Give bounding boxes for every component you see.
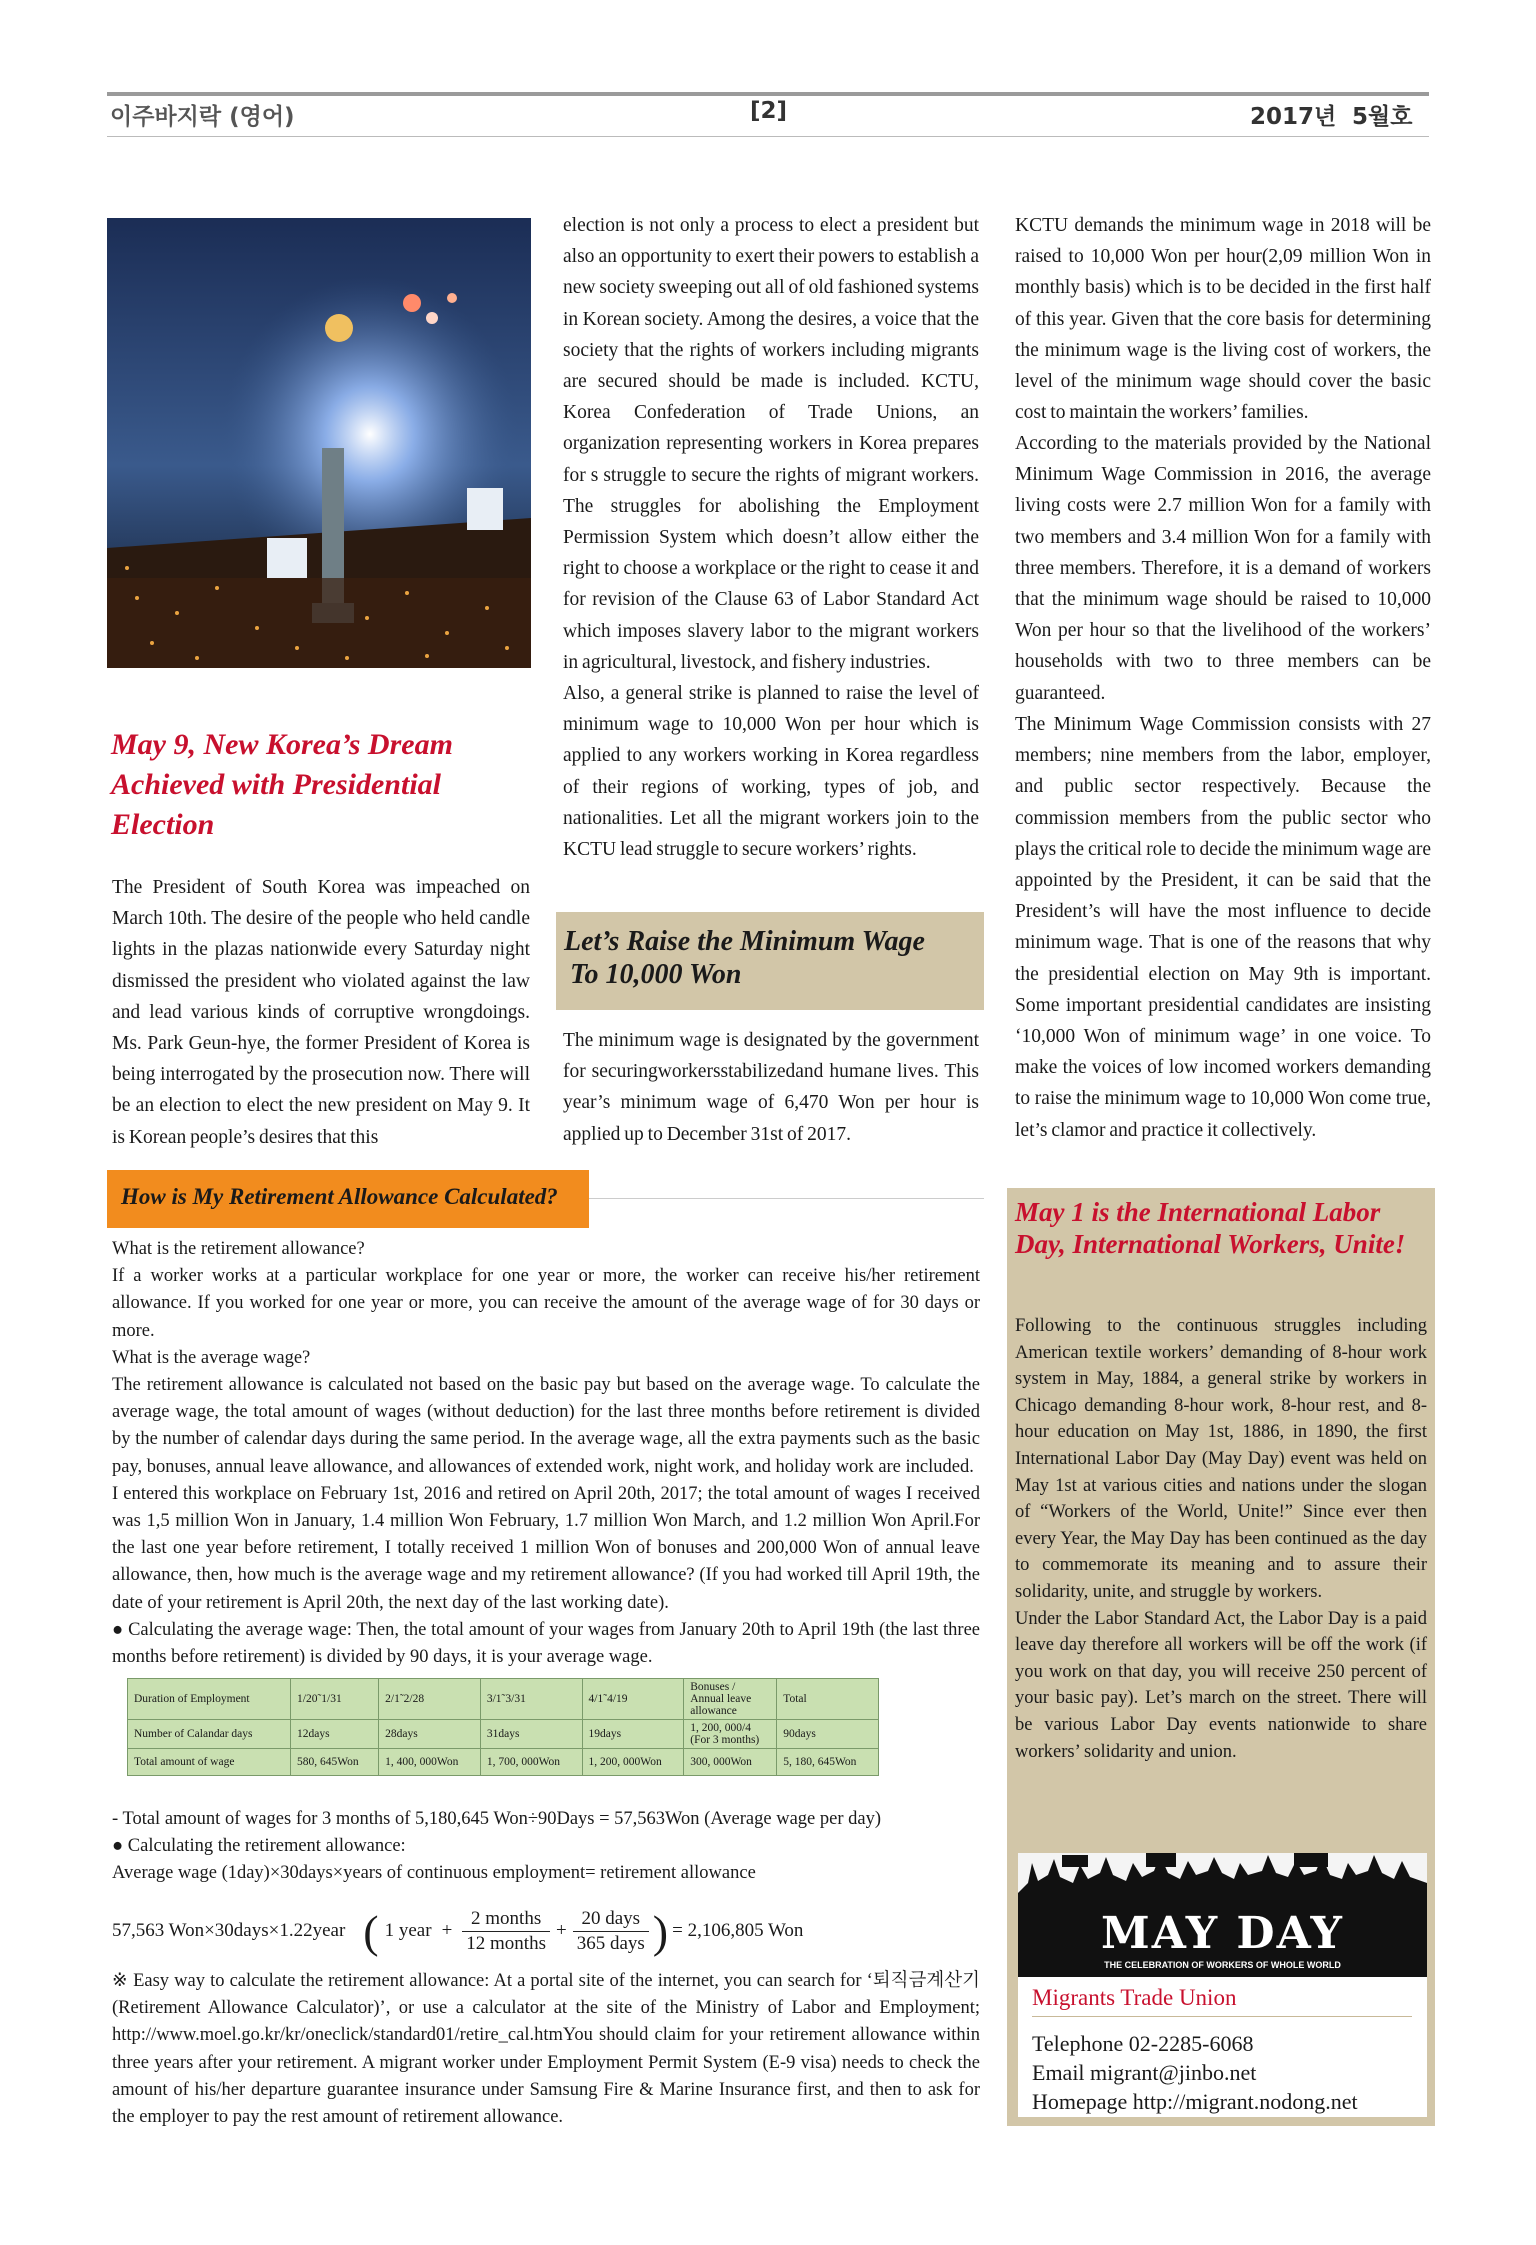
retirement-q1: What is the retirement allowance?	[112, 1239, 365, 1259]
table-cell: 19days	[582, 1720, 684, 1749]
retirement-equation	[112, 1903, 872, 1959]
contact-org: Migrants Trade Union	[1032, 1985, 1237, 2010]
retirement-calc-allowance: ● Calculating the retirement allowance:	[112, 1836, 406, 1857]
equation-open-paren: (	[363, 1905, 379, 1957]
retirement-article-title: How is My Retirement Allowance Calculated?	[121, 1184, 558, 1209]
equation-left: 57,563 Won×30days×1.22year	[112, 1920, 346, 1941]
equation-close-paren: )	[652, 1905, 669, 1957]
table-cell: 1, 200, 000Won	[582, 1749, 684, 1776]
table-cell: Number of Calandar days	[128, 1720, 291, 1749]
minimum-wage-col3b: According to the materials provided by the National Minimum Wage Commission in 2016, the average living costs were 2.7 million Won for a family with two members and 3.4 million Won for a family with three members. Therefore, it is a demand of workers that the minimum wage should be raised to 10,000 Won per hour so that the livelihood of the workers’ households with two to three members can be guaranteed.	[1015, 433, 1431, 704]
equation-fraction-days	[573, 1907, 649, 1956]
table-cell: Total amount of wage	[128, 1749, 291, 1776]
table-cell: 300, 000Won	[684, 1749, 777, 1776]
table-row	[128, 1720, 879, 1749]
equation-result: = 2,106,805 Won	[672, 1920, 804, 1941]
election-article-col2-cont: Also, a general strike is planned to raise the level of minimum wage to 10,000 Won per hour which is applied to any workers working in Korea regardless of their regions of working, types of job, and nationalities. Let all the migrant workers join to the KCTU lead struggle to secure workers’ rights.	[563, 683, 979, 861]
mayday-banner-subtitle: THE CELEBRATION OF WORKERS OF WHOLE WORLD	[1104, 1960, 1341, 1970]
mayday-body	[1015, 1313, 1427, 1765]
table-header-cell: 1/20˜1/31	[291, 1679, 379, 1720]
table-cell: 12days	[291, 1720, 379, 1749]
mayday-box	[1007, 1188, 1435, 2126]
retirement-example: I entered this workplace on February 1st, 2016 and retired on April 20th, 2017; the total amount of wages I received was 1,5 million Won in January, 1.4 million Won February, 1.7 million Won March, and 1.2 million Won April.For the last one year before retirement, I totally received 1 million Won of bonuses and 200,000 Won of annual leave allowance, then, how much is the average wage and my retirement allowance? (If you had worked till April 19th, the date of your retirement is April 20th, the next day of the last working date).	[112, 1483, 980, 1613]
table-row	[128, 1749, 879, 1776]
table-header-cell: 4/1˜4/19	[582, 1679, 684, 1720]
table-cell: 1, 400, 000Won	[379, 1749, 481, 1776]
minimum-wage-title-line2: To 10,000 Won	[570, 959, 742, 990]
contact-email[interactable]: Email migrant@jinbo.net	[1032, 2060, 1257, 2085]
candlelight-rally-photo	[107, 218, 531, 668]
mayday-paragraph-2: Under the Labor Standard Act, the Labor Day is a paid leave day therefore all workers will be off the work (if you work on that day, you will receive 250 percent of your basic pay). Let’s march on the street. There will be various Labor Day events nationwide to share workers’ solidarity and union.	[1015, 1608, 1427, 1762]
equation-fraction-months	[462, 1907, 550, 1956]
contact-card	[1018, 1977, 1427, 2117]
fraction-numerator: 20 days	[573, 1907, 649, 1932]
minimum-wage-col3a: KCTU demands the minimum wage in 2018 will be raised to 10,000 Won per hour(2,09 million Won in monthly basis) which is to be decided in the first half of this year. Given that the core basis for determining the minimum wage is the living cost of workers, the level of the minimum wage should cover the basic cost to maintain the workers’ families.	[1015, 215, 1431, 424]
retirement-title-box	[107, 1170, 589, 1228]
table-cell: 580, 645Won	[291, 1749, 379, 1776]
retirement-calc-section	[112, 1806, 980, 1888]
table-header-cell: Total	[777, 1679, 879, 1720]
election-article-col1: The President of South Korea was impeached on March 10th. The desire of the people who held candle lights in the plazas nationwide every Saturday night dismissed the president who violated against the law and lead various kinds of corruptive wrongdoings. Ms. Park Geun-hye, the former President of Korea is being interrogated by the prosecution now. There will be an election to elect the new president on May 9. It is Korean people’s desires that this	[112, 877, 530, 1148]
table-cell: 90days	[777, 1720, 879, 1749]
table-header-cell: 3/1˜3/31	[480, 1679, 582, 1720]
table-cell: 1, 700, 000Won	[480, 1749, 582, 1776]
mayday-title: May 1 is the International Labor Day, International Workers, Unite!	[1015, 1197, 1406, 1259]
mayday-paragraph-1: Following to the continuous struggles including American textile workers’ demanding of 8-hour work system in May, 1884, a general strike by workers in Chicago demanding 8-hour work, 8-hour rest, and 8-hour education on May 1st, 1886, in 1890, the first International Labor Day (May Day) event was held on May 1st at various cities and nations under the slogan of “Workers of the World, Unite!” Since ever then every Year, the May Day has been continued as the day to commemorate its meaning and to assure their solidarity, unite, and struggle by workers.	[1015, 1316, 1427, 1602]
contact-telephone: Telephone 02-2285-6068	[1032, 2031, 1254, 2056]
retirement-formula: Average wage (1day)×30days×years of continuous employment= retirement allowance	[112, 1863, 756, 1884]
equation-year: 1 year	[384, 1920, 432, 1941]
issue-month: 5월호	[1352, 104, 1413, 130]
minimum-wage-col3c: The Minimum Wage Commission consists with 27 members; nine members from the labor, employer, and public sector respectively. Because the commission members from the public sector who plays the critical role to decide the minimum wage are appointed by the President, it can be said that the President’s will have the most influence to decide minimum wage. That is one of the reasons that why the presidential election on May 9th is important. Some important presidential candidates are insisting ‘10,000 Won of minimum wage’ in one voice. To make the voices of low incomed workers demanding to raise the minimum wage to 10,000 Won come true, let’s clamor and practice it collectively.	[1015, 714, 1431, 1141]
table-header-cell: 2/1˜2/28	[379, 1679, 481, 1720]
retirement-a1: If a worker works at a particular workplace for one year or more, the worker can receive his/her retirement allowance. If you worked for one year or more, you can receive the amount of the average wage of for 30 days or more.	[112, 1266, 980, 1341]
mayday-banner	[1018, 1853, 1427, 1977]
page-number: [2]	[750, 98, 788, 124]
contact-details	[1032, 2029, 1358, 2116]
fraction-numerator: 2 months	[462, 1907, 550, 1932]
fraction-denominator: 12 months	[466, 1932, 546, 1954]
table-header-cell: Duration of Employment	[128, 1679, 291, 1720]
minimum-wage-title-box	[556, 912, 984, 1010]
minimum-wage-title-line1: Let’s Raise the Minimum Wage	[564, 926, 925, 957]
retirement-article-body	[112, 1236, 980, 1671]
retirement-total-line: - Total amount of wages for 3 months of 5,180,645 Won÷90Days = 57,563Won (Average wage per day)	[112, 1809, 881, 1829]
table-cell: 1, 200, 000/4 (For 3 months)	[684, 1720, 777, 1749]
mayday-banner-title: MAY DAY	[1101, 1908, 1344, 1959]
table-cell: 5, 180, 645Won	[777, 1749, 879, 1776]
retirement-calc-average: ● Calculating the average wage: Then, the total amount of your wages from January 20th to April 19th (the last three months before retirement) is divided by 90 days, it is your average wage.	[112, 1619, 980, 1668]
minimum-wage-intro: The minimum wage is designated by the government for securingworkersstabilizedand humane lives. This year’s minimum wage of 6,470 Won per hour is applied up to December 31st of 2017.	[563, 1030, 979, 1145]
election-article-col2: election is not only a process to elect a president but also an opportunity to exert their powers to establish a new society sweeping out all of old fashioned systems in Korean society. Among the desires, a voice that the society that the rights of workers including migrants are secured should be made is included. KCTU, Korea Confederation of Trade Unions, an organization representing workers in Korea prepares for s struggle to secure the rights of migrant workers. The struggles for abolishing the Employment Permission System which doesn’t allow either the right to choose a workplace or the right to cease it and for revision of the Clause 63 of Labor Standard Act which imposes slavery labor to the migrant workers in agricultural, livestock, and fishery industries.	[563, 215, 979, 673]
retirement-note: ※ Easy way to calculate the retirement allowance: At a portal site of the internet, you can search for ‘퇴직금계산기 (Retirement Allowance Calculator)’, or use a calculator at the site of the Ministry of Labor and Employment; http://www.moel.go.kr/kr/oneclick/standard01/retire_cal.htmYou should claim for your retirement allowance within three years after your retirement. A migrant worker under Employment Permit System (E-9 visa) needs to check the amount of his/her departure guarantee insurance under Samsung Fire & Marine Insurance first, and then to ask for the employer to pay the rest amount of retirement allowance.	[112, 1971, 980, 2128]
publication-name: 이주바지락 (영어)	[110, 104, 295, 130]
equation-plus: +	[555, 1920, 567, 1941]
equation-plus: +	[441, 1920, 453, 1941]
table-cell: 31days	[480, 1720, 582, 1749]
election-article-title: May 9, New Korea’s Dream Achieved with Presidential Election	[111, 728, 453, 841]
retirement-title-rule	[589, 1198, 984, 1199]
retirement-a2: The retirement allowance is calculated not based on the basic pay but based on the average wage. To calculate the average wage, the total amount of wages (without deduction) for the last three months before retirement is divided by the number of calendar days during the same period. In the average wage, all the extra payments such as the basic pay, bonuses, annual leave allowance, and allowances of extended work, night work, and holiday work are included.	[112, 1375, 980, 1477]
table-cell: 28days	[379, 1720, 481, 1749]
header-bottom-rule	[107, 136, 1429, 137]
table-row	[128, 1679, 879, 1720]
wage-table	[127, 1678, 879, 1776]
contact-divider	[1032, 2016, 1412, 2017]
contact-homepage[interactable]: Homepage http://migrant.nodong.net	[1032, 2089, 1358, 2114]
retirement-q2: What is the average wage?	[112, 1347, 311, 1368]
table-header-cell: Bonuses / Annual leave allowance	[684, 1679, 777, 1720]
issue-year: 2017년	[1250, 104, 1337, 130]
fraction-denominator: 365 days	[576, 1932, 645, 1954]
header-top-rule	[107, 92, 1429, 96]
photo-illustration	[107, 218, 531, 668]
